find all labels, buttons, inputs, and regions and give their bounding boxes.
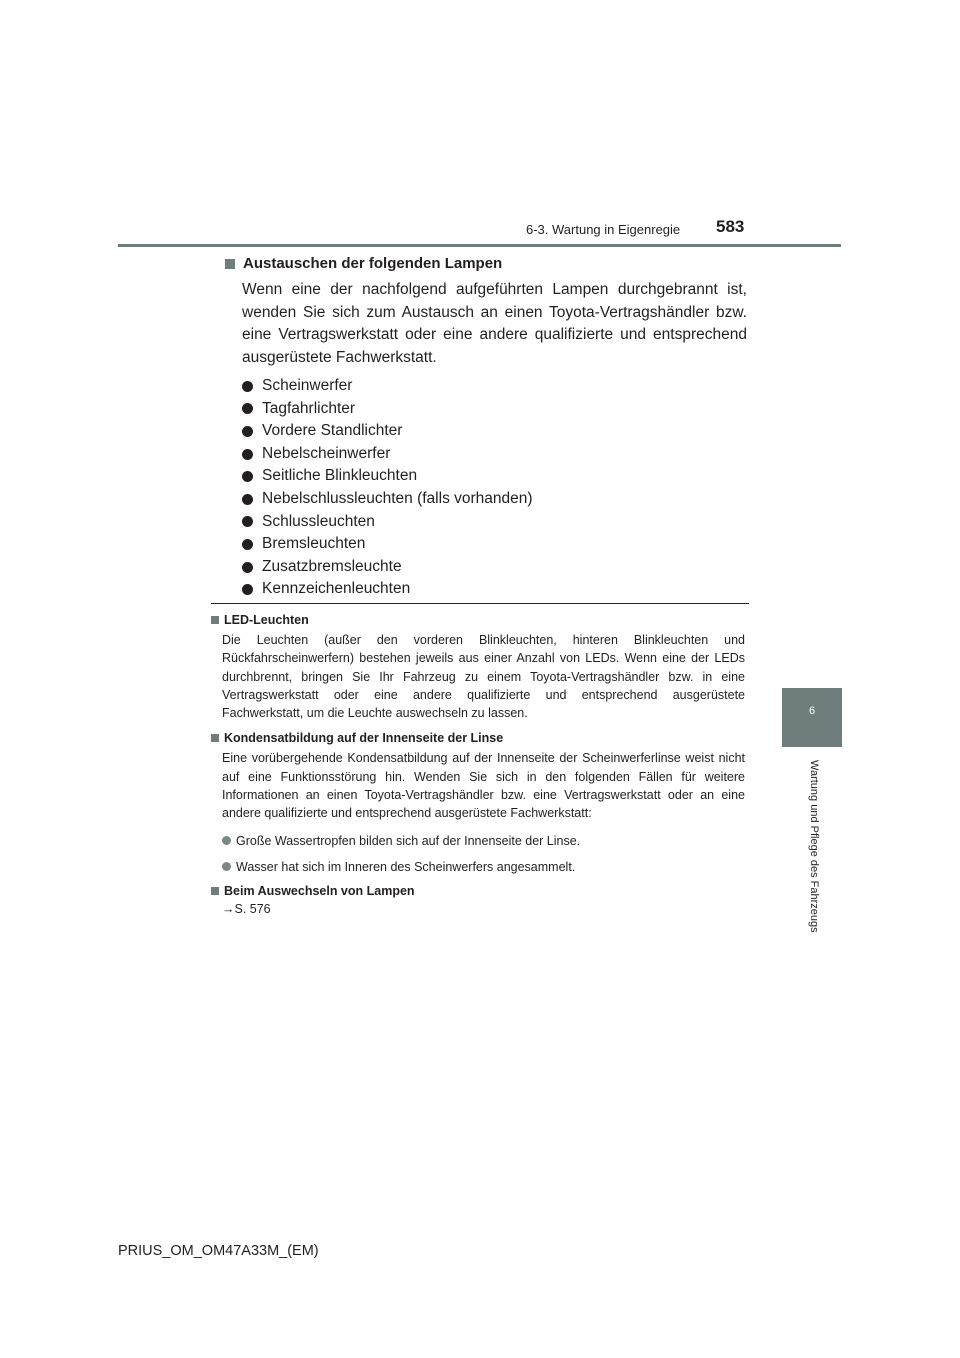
section-title: 6-3. Wartung in Eigenregie bbox=[526, 222, 681, 237]
bullet-dot-icon bbox=[242, 426, 253, 437]
header-divider bbox=[118, 244, 841, 247]
notes-divider bbox=[211, 603, 749, 604]
bullet-dot-icon bbox=[242, 471, 253, 482]
list-item: Vordere Standlichter bbox=[242, 420, 747, 443]
chapter-tab bbox=[782, 688, 842, 747]
list-item: Seitliche Blinkleuchten bbox=[242, 465, 747, 488]
list-item: Nebelschlussleuchten (falls vorhanden) bbox=[242, 488, 747, 511]
bullet-dot-icon bbox=[242, 516, 253, 527]
chapter-number: 6 bbox=[808, 705, 816, 717]
list-item: Bremsleuchten bbox=[242, 533, 747, 556]
notes-section bbox=[211, 613, 745, 916]
square-bullet-icon bbox=[211, 734, 219, 742]
note-text-led: Die Leuchten (außer den vorderen Blinkleuchten, hinteren Blinkleuchten und Rückfahrscheinwerfern) bestehen jeweils aus einer Anzahl von LEDs. Wenn eine der LEDs durchbrennt, bringen Sie Ihr Fahrzeug zu einem Toyota-Vertragshändler bzw. in eine Vertragswerkstatt oder eine andere qualifizierte und entsprechend ausgerüstete Fachwerkstatt, um die Leuchte auswechseln zu lassen. bbox=[222, 633, 745, 721]
bullet-dot-icon bbox=[242, 381, 253, 392]
note-text-condensation: Eine vorübergehende Kondensatbildung auf der Innenseite der Scheinwerferlinse weist nicht auf eine Funktionsstörung hin. Wenden Sie sich in den folgenden Fällen für weitere Informationen an einen Toyota-Vertragshändler bzw. eine Vertragswerkstatt oder an eine andere qualifizierte und entsprechend ausgerüstete Fachwerkstatt: bbox=[222, 751, 745, 821]
lamp-list bbox=[242, 375, 747, 601]
square-bullet-icon bbox=[225, 259, 235, 269]
main-section bbox=[225, 255, 747, 601]
main-heading bbox=[225, 255, 747, 272]
list-item: Zusatzbremsleuchte bbox=[242, 556, 747, 579]
list-item: Nebelscheinwerfer bbox=[242, 443, 747, 466]
bullet-dot-icon bbox=[242, 584, 253, 595]
bullet-dot-icon bbox=[242, 539, 253, 550]
list-item: Kennzeichenleuchten bbox=[242, 578, 747, 601]
list-item: Tagfahrlichter bbox=[242, 398, 747, 421]
list-item: Scheinwerfer bbox=[242, 375, 747, 398]
bullet-dot-icon bbox=[242, 449, 253, 460]
document-code: PRIUS_OM_OM47A33M_(EM) bbox=[118, 1243, 319, 1259]
main-paragraph: Wenn eine der nachfolgend aufgeführten Lampen durchgebrannt ist, wenden Sie sich zum Austausch an einen Toyota-Vertragshändler bzw. eine Vertragswerkstatt oder eine andere qualifizierte und entsprechend ausgerüstete Fachwerkstatt. bbox=[242, 281, 747, 366]
bullet-dot-icon bbox=[222, 836, 231, 845]
chapter-label: Wartung und Pflege des Fahrzeugs bbox=[808, 760, 820, 933]
note-heading-condensation: Kondensatbildung auf der Innenseite der Linse bbox=[211, 731, 745, 745]
list-item: Schlussleuchten bbox=[242, 511, 747, 534]
bullet-dot-icon bbox=[222, 862, 231, 871]
bullet-dot-icon bbox=[242, 403, 253, 414]
bullet-dot-icon bbox=[242, 562, 253, 573]
list-item: Große Wassertropfen bilden sich auf der Innenseite der Linse. bbox=[222, 832, 745, 850]
bullet-dot-icon bbox=[242, 494, 253, 505]
square-bullet-icon bbox=[211, 616, 219, 624]
list-item: Wasser hat sich im Inneren des Scheinwerfers angesammelt. bbox=[222, 858, 745, 876]
note-heading-replace: Beim Auswechseln von Lampen bbox=[211, 884, 745, 898]
page-number: 583 bbox=[716, 217, 745, 236]
page-reference-link[interactable]: →S. 576 bbox=[222, 901, 271, 916]
square-bullet-icon bbox=[211, 887, 219, 895]
note-heading-led: LED-Leuchten bbox=[211, 613, 745, 627]
main-heading-text: Austauschen der folgenden Lampen bbox=[243, 255, 503, 272]
